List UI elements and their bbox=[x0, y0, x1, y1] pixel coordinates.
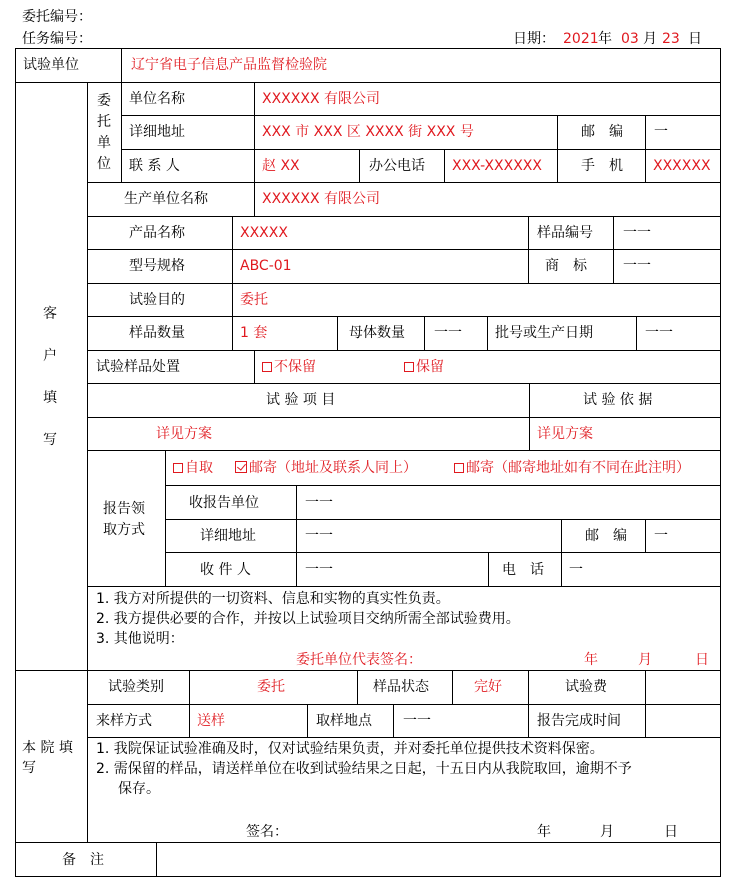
client-sign-month: 月 bbox=[638, 652, 652, 668]
test-basis-value[interactable]: 详见方案 bbox=[537, 426, 593, 442]
client-sign-year: 年 bbox=[584, 652, 598, 668]
date-day-unit: 日 bbox=[688, 31, 702, 47]
office-phone-value[interactable]: XXX-XXXXXX bbox=[452, 158, 542, 174]
postcode-label: 邮 编 bbox=[581, 124, 623, 140]
customer-note-2: 2. 我方提供必要的合作，并按以上试验项目交纳所需全部试验费用。 bbox=[96, 611, 520, 627]
institute-sign-year: 年 bbox=[537, 824, 551, 840]
disposal-option-keep[interactable]: 保留 bbox=[404, 358, 444, 376]
institute-sign-month: 月 bbox=[600, 824, 614, 840]
test-fee-label: 试验费 bbox=[565, 679, 607, 695]
test-items-header: 试 验 项 目 bbox=[266, 392, 336, 408]
model-value[interactable]: ABC-01 bbox=[240, 258, 292, 274]
model-label: 型号规格 bbox=[129, 258, 185, 274]
date-month: 03 bbox=[621, 31, 639, 47]
client-label-2: 托 bbox=[97, 114, 111, 130]
pickup-location-label: 取样地点 bbox=[316, 713, 372, 729]
entrust-number-label: 委托编号： bbox=[22, 9, 92, 25]
manufacturer-value[interactable]: XXXXXX 有限公司 bbox=[262, 191, 380, 207]
receiver-unit-value[interactable]: 一一 bbox=[305, 495, 333, 511]
test-basis-header: 试 验 依 据 bbox=[583, 392, 653, 408]
brand-value[interactable]: 一一 bbox=[623, 258, 651, 274]
task-number-label: 任务编号： bbox=[22, 31, 92, 47]
recipient-label: 收 件 人 bbox=[200, 562, 251, 578]
institute-sign-day: 日 bbox=[664, 824, 678, 840]
checkbox-unchecked-icon[interactable] bbox=[404, 362, 414, 372]
test-unit-label: 试验单位 bbox=[23, 57, 79, 73]
institute-side-label-2: 写 bbox=[22, 760, 36, 776]
qty-label: 样品数量 bbox=[129, 325, 185, 341]
address-value[interactable]: XXX 市 XXX 区 XXXX 街 XXX 号 bbox=[262, 124, 474, 140]
phone-value[interactable]: 一 bbox=[569, 562, 583, 578]
checkbox-unchecked-icon[interactable] bbox=[262, 362, 272, 372]
report-option-self-pickup[interactable]: 自取 bbox=[173, 459, 213, 477]
checkbox-unchecked-icon[interactable] bbox=[173, 463, 183, 473]
institute-note-2-cont: 保存。 bbox=[118, 781, 160, 797]
sample-no-label: 样品编号 bbox=[537, 225, 593, 241]
remarks-label: 备 注 bbox=[62, 852, 104, 868]
sample-state-label: 样品状态 bbox=[373, 679, 429, 695]
manufacturer-label: 生产单位名称 bbox=[124, 191, 208, 207]
client-signature-label: 委托单位代表签名： bbox=[296, 652, 422, 668]
checkbox-unchecked-icon[interactable] bbox=[454, 463, 464, 473]
disposal-option-discard[interactable]: 不保留 bbox=[262, 358, 316, 376]
checkbox-checked-icon[interactable] bbox=[235, 461, 247, 473]
date-year-unit: 年 bbox=[598, 31, 612, 47]
customer-side-label-3: 填 bbox=[43, 390, 57, 406]
batch-label: 批号或生产日期 bbox=[495, 325, 593, 341]
institute-signature-label: 签名： bbox=[246, 824, 288, 840]
date-day: 23 bbox=[662, 31, 680, 47]
date-year: 2021 bbox=[563, 31, 599, 47]
pickup-location-value[interactable]: 一一 bbox=[403, 713, 431, 729]
test-type-value[interactable]: 委托 bbox=[257, 679, 285, 695]
disposal-label: 试验样品处置 bbox=[96, 359, 180, 375]
unit-name-label: 单位名称 bbox=[129, 91, 185, 107]
office-phone-label: 办公电话 bbox=[369, 158, 425, 174]
customer-side-label-2: 户 bbox=[43, 348, 57, 364]
delivery-method-value[interactable]: 送样 bbox=[197, 713, 225, 729]
report-option-mail-same[interactable]: 邮寄（地址及联系人同上） bbox=[235, 459, 417, 477]
delivery-method-label: 来样方式 bbox=[96, 713, 152, 729]
mobile-value[interactable]: XXXXXX bbox=[653, 158, 711, 174]
address-label: 详细地址 bbox=[129, 124, 185, 140]
customer-note-3: 3. 其他说明： bbox=[96, 631, 184, 647]
report-option-mail-other[interactable]: 邮寄（邮寄地址如有不同在此注明） bbox=[454, 459, 690, 477]
client-label-3: 单 bbox=[97, 135, 111, 151]
report-method-label-1: 报告领 bbox=[103, 501, 145, 517]
date-month-unit: 月 bbox=[643, 31, 657, 47]
postcode-value[interactable]: 一 bbox=[654, 124, 668, 140]
report-method-label-2: 取方式 bbox=[103, 522, 145, 538]
contact-label: 联 系 人 bbox=[129, 158, 180, 174]
customer-side-label-1: 客 bbox=[43, 306, 57, 322]
parent-qty-label: 母体数量 bbox=[349, 325, 405, 341]
test-type-label: 试验类别 bbox=[108, 679, 164, 695]
brand-label: 商 标 bbox=[545, 258, 587, 274]
parent-qty-value[interactable]: 一一 bbox=[434, 325, 462, 341]
receiver-address-value[interactable]: 一一 bbox=[305, 528, 333, 544]
client-label-4: 位 bbox=[97, 156, 111, 172]
client-label-1: 委 bbox=[97, 93, 111, 109]
sample-state-value[interactable]: 完好 bbox=[474, 679, 502, 695]
remarks-field[interactable] bbox=[157, 843, 720, 876]
customer-side-label-4: 写 bbox=[43, 432, 57, 448]
recipient-value[interactable]: 一一 bbox=[305, 562, 333, 578]
product-name-value[interactable]: XXXXX bbox=[240, 225, 288, 241]
purpose-label: 试验目的 bbox=[129, 292, 185, 308]
receiver-postcode-value[interactable]: 一 bbox=[654, 528, 668, 544]
test-unit-value[interactable]: 辽宁省电子信息产品监督检验院 bbox=[131, 57, 327, 73]
institute-side-label-1: 本 院 填 bbox=[22, 740, 73, 756]
report-completion-label: 报告完成时间 bbox=[537, 713, 621, 729]
sample-no-value[interactable]: 一一 bbox=[623, 225, 651, 241]
phone-label: 电 话 bbox=[502, 562, 544, 578]
purpose-value[interactable]: 委托 bbox=[240, 292, 268, 308]
contact-value[interactable]: 赵 XX bbox=[262, 158, 300, 174]
receiver-postcode-label: 邮 编 bbox=[585, 528, 627, 544]
receiver-unit-label: 收报告单位 bbox=[189, 495, 259, 511]
institute-note-1: 1. 我院保证试验准确及时，仅对试验结果负责，并对委托单位提供技术资料保密。 bbox=[96, 741, 604, 757]
institute-note-2: 2. 需保留的样品，请送样单位在收到试验结果之日起，十五日内从我院取回，逾期不予 bbox=[96, 761, 632, 777]
date-label: 日期： bbox=[513, 31, 555, 47]
receiver-address-label: 详细地址 bbox=[200, 528, 256, 544]
unit-name-value[interactable]: XXXXXX 有限公司 bbox=[262, 91, 380, 107]
client-sign-day: 日 bbox=[695, 652, 709, 668]
test-items-value[interactable]: 详见方案 bbox=[156, 426, 212, 442]
product-name-label: 产品名称 bbox=[129, 225, 185, 241]
batch-value[interactable]: 一一 bbox=[645, 325, 673, 341]
mobile-label: 手 机 bbox=[581, 158, 623, 174]
customer-note-1: 1. 我方对所提供的一切资料、信息和实物的真实性负责。 bbox=[96, 591, 450, 607]
qty-value[interactable]: 1 套 bbox=[240, 325, 268, 341]
